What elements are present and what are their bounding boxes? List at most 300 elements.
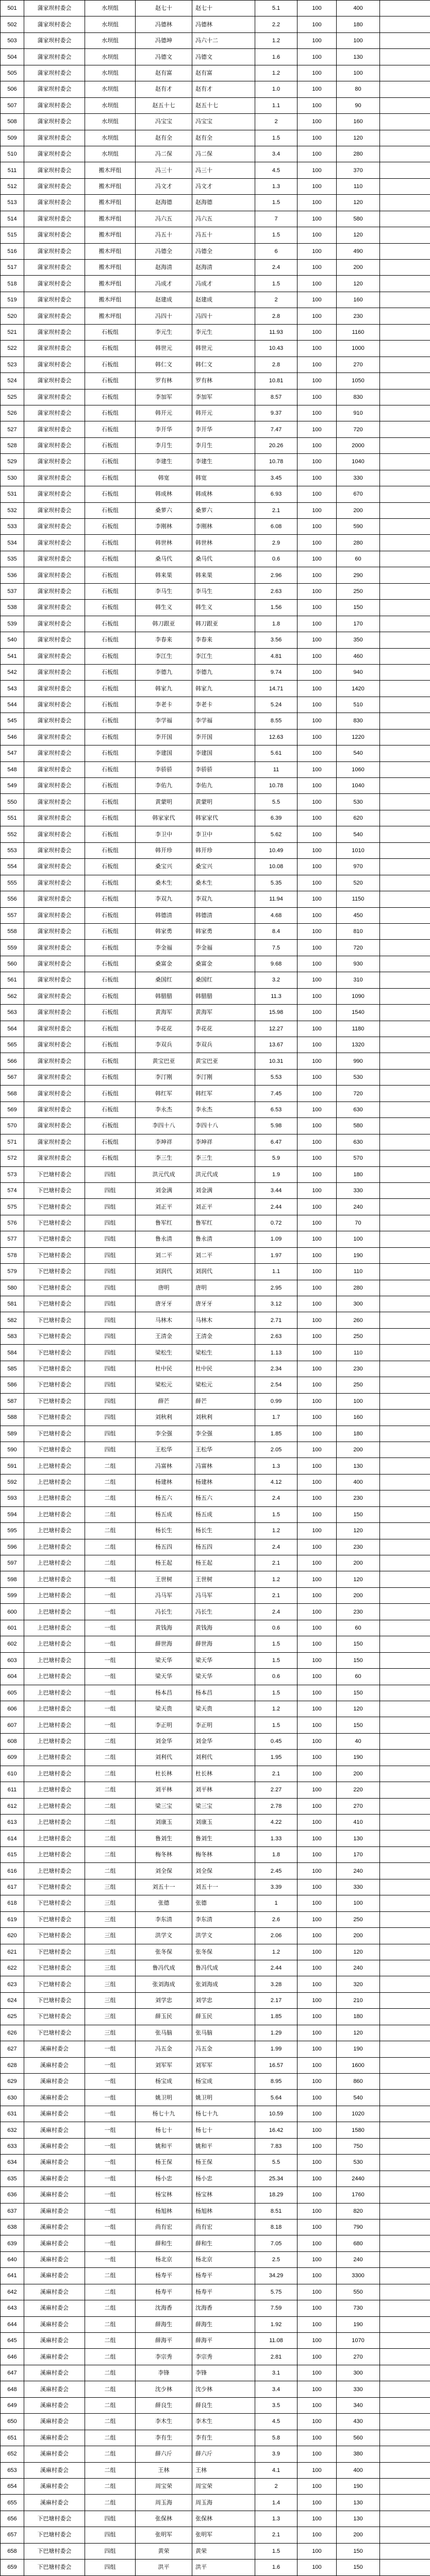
cell-index: 512: [1, 178, 24, 194]
cell-group: 水坝组: [85, 130, 136, 146]
cell-area: 0.6: [255, 1620, 297, 1636]
cell-householder: 梁松元: [136, 1377, 192, 1393]
cell-group: 二组: [85, 1458, 136, 1474]
cell-householder: 梁天贵: [136, 1701, 192, 1717]
cell-ratio: 100: [297, 2187, 337, 2203]
table-row: [1, 2187, 430, 2203]
cell-note: [380, 616, 430, 632]
cell-group: 石板组: [85, 470, 136, 486]
table-row: [1, 2397, 430, 2413]
cell-name: 梁天华: [192, 1669, 255, 1685]
cell-area: 15.98: [255, 1005, 297, 1021]
cell-group: 石板组: [85, 859, 136, 875]
cell-village: 蒲家坝村委会: [24, 227, 85, 243]
table-row: [1, 1490, 430, 1506]
cell-name: 李刚林: [192, 519, 255, 535]
cell-ratio: 100: [297, 1377, 337, 1393]
cell-group: 一组: [85, 1636, 136, 1652]
table-row: [1, 583, 430, 599]
cell-ratio: 100: [297, 502, 337, 518]
cell-name: 李宗秀: [192, 2349, 255, 2365]
cell-amount: 860: [337, 2074, 380, 2090]
cell-ratio: 100: [297, 794, 337, 810]
cell-area: 1.97: [255, 1247, 297, 1263]
cell-note: [380, 1231, 430, 1247]
cell-ratio: 100: [297, 2090, 337, 2106]
cell-note: [380, 859, 430, 875]
cell-index: 615: [1, 1846, 24, 1862]
cell-note: [380, 2365, 430, 2381]
cell-note: [380, 1895, 430, 1911]
cell-index: 653: [1, 2462, 24, 2478]
cell-ratio: 100: [297, 1685, 337, 1701]
cell-village: 蒲家坝村委会: [24, 114, 85, 130]
table-row: [1, 2495, 430, 2511]
cell-village: 蒲家坝村委会: [24, 324, 85, 340]
cell-name: 韩宽: [192, 470, 255, 486]
cell-index: 607: [1, 1717, 24, 1733]
cell-index: 640: [1, 2251, 24, 2267]
cell-note: [380, 2333, 430, 2349]
cell-group: 二组: [85, 1555, 136, 1571]
cell-amount: 830: [337, 713, 380, 729]
cell-name: 黄宝巴亚: [192, 1053, 255, 1069]
cell-village: 溪麻村委会: [24, 2430, 85, 2446]
cell-group: 二组: [85, 2495, 136, 2511]
cell-ratio: 100: [297, 97, 337, 113]
cell-ratio: 100: [297, 1652, 337, 1668]
cell-index: 560: [1, 956, 24, 972]
cell-amount: 530: [337, 1069, 380, 1085]
cell-amount: 630: [337, 1134, 380, 1150]
cell-area: 6.47: [255, 1134, 297, 1150]
cell-name: 罗有林: [192, 373, 255, 389]
table-row: [1, 2122, 430, 2138]
cell-amount: 1150: [337, 891, 380, 907]
cell-householder: 鲁刘生: [136, 1831, 192, 1846]
cell-group: 石板组: [85, 1134, 136, 1150]
cell-village: 下巴塘村委会: [24, 1264, 85, 1280]
cell-index: 600: [1, 1604, 24, 1620]
cell-ratio: 100: [297, 1490, 337, 1506]
cell-amount: 1070: [337, 2333, 380, 2349]
table-row: [1, 1636, 430, 1652]
cell-village: 下巴塘村委会: [24, 1328, 85, 1344]
cell-householder: 周宝荣: [136, 2478, 192, 2494]
cell-ratio: 100: [297, 1976, 337, 1992]
cell-village: 蒲家坝村委会: [24, 956, 85, 972]
cell-householder: 冯三十: [136, 162, 192, 178]
cell-amount: 200: [337, 1555, 380, 1571]
cell-note: [380, 1685, 430, 1701]
table-row: [1, 243, 430, 259]
cell-area: 2: [255, 114, 297, 130]
table-row: [1, 178, 430, 194]
cell-area: 11.08: [255, 2333, 297, 2349]
cell-village: 蒲家坝村委会: [24, 761, 85, 777]
cell-village: 上巴塘村委会: [24, 1458, 85, 1474]
table-row: [1, 1345, 430, 1361]
cell-ratio: 100: [297, 583, 337, 599]
cell-area: 1.2: [255, 1701, 297, 1717]
cell-name: 张明军: [192, 2527, 255, 2543]
cell-householder: 李宗秀: [136, 2349, 192, 2365]
cell-ratio: 100: [297, 1928, 337, 1944]
cell-householder: 李骄骄: [136, 761, 192, 777]
cell-ratio: 100: [297, 421, 337, 437]
cell-householder: 唐牙牙: [136, 1296, 192, 1312]
cell-group: 二组: [85, 2381, 136, 2397]
cell-area: 1.2: [255, 1944, 297, 1960]
cell-note: [380, 2430, 430, 2446]
cell-note: [380, 1021, 430, 1037]
cell-name: 冯德全: [192, 243, 255, 259]
cell-group: 石板组: [85, 745, 136, 761]
cell-name: 韩腊腊: [192, 988, 255, 1004]
cell-index: 563: [1, 1005, 24, 1021]
cell-note: [380, 1312, 430, 1328]
cell-index: 594: [1, 1506, 24, 1522]
cell-amount: 620: [337, 810, 380, 826]
cell-ratio: 100: [297, 1231, 337, 1247]
table-row: [1, 648, 430, 664]
cell-ratio: 100: [297, 405, 337, 421]
cell-area: 6.53: [255, 1101, 297, 1117]
cell-amount: 180: [337, 1426, 380, 1442]
cell-area: 10.49: [255, 842, 297, 858]
cell-name: 冯四十: [192, 308, 255, 324]
cell-area: 1.1: [255, 97, 297, 113]
table-row: [1, 1166, 430, 1182]
cell-village: 蒲家坝村委会: [24, 616, 85, 632]
cell-note: [380, 2397, 430, 2413]
cell-name: 韩生义: [192, 600, 255, 616]
cell-amount: 1600: [337, 2057, 380, 2073]
cell-area: 1.6: [255, 2560, 297, 2575]
cell-amount: 70: [337, 1215, 380, 1231]
cell-ratio: 100: [297, 2397, 337, 2413]
cell-ratio: 100: [297, 65, 337, 81]
cell-householder: 张马脑: [136, 2025, 192, 2041]
cell-note: [380, 243, 430, 259]
cell-name: 李木生: [192, 2414, 255, 2430]
table-row: [1, 1361, 430, 1377]
cell-group: 石板组: [85, 923, 136, 939]
cell-group: 四组: [85, 1215, 136, 1231]
cell-householder: 李木生: [136, 2414, 192, 2430]
cell-village: 蒲家坝村委会: [24, 940, 85, 956]
cell-index: 606: [1, 1701, 24, 1717]
cell-amount: 230: [337, 1361, 380, 1377]
cell-area: 2.8: [255, 308, 297, 324]
table-row: [1, 49, 430, 65]
cell-name: 李东清: [192, 1911, 255, 1927]
cell-area: 1.2: [255, 65, 297, 81]
cell-village: 下巴塘村委会: [24, 1215, 85, 1231]
cell-amount: 110: [337, 1264, 380, 1280]
cell-group: 搬木坪组: [85, 243, 136, 259]
cell-householder: 李双九: [136, 891, 192, 907]
cell-amount: 370: [337, 162, 380, 178]
cell-village: 下巴塘村委会: [24, 1879, 85, 1895]
cell-note: [380, 502, 430, 518]
cell-area: 5.75: [255, 2284, 297, 2300]
cell-note: [380, 1960, 430, 1976]
table-row: [1, 1782, 430, 1798]
cell-group: 三组: [85, 1879, 136, 1895]
cell-amount: 120: [337, 1701, 380, 1717]
cell-group: 三组: [85, 1992, 136, 2008]
cell-index: 655: [1, 2495, 24, 2511]
cell-area: 1.5: [255, 1636, 297, 1652]
cell-village: 下巴塘村委会: [24, 2025, 85, 2041]
cell-note: [380, 373, 430, 389]
cell-note: [380, 405, 430, 421]
cell-area: 2.34: [255, 1361, 297, 1377]
cell-village: 溪麻村委会: [24, 2316, 85, 2332]
cell-name: 尚有宏: [192, 2219, 255, 2235]
cell-area: 0.72: [255, 1215, 297, 1231]
cell-amount: 1580: [337, 2122, 380, 2138]
cell-amount: 280: [337, 1280, 380, 1296]
cell-householder: 杨本昌: [136, 1685, 192, 1701]
cell-name: 韩家家代: [192, 810, 255, 826]
cell-householder: 韩生义: [136, 600, 192, 616]
cell-amount: 720: [337, 940, 380, 956]
cell-householder: 刘正平: [136, 1199, 192, 1215]
cell-name: 李春来: [192, 632, 255, 648]
cell-village: 蒲家坝村委会: [24, 1118, 85, 1134]
cell-householder: 马林木: [136, 1312, 192, 1328]
table-row: [1, 875, 430, 891]
cell-index: 573: [1, 1166, 24, 1182]
cell-amount: 200: [337, 1766, 380, 1782]
cell-note: [380, 2235, 430, 2251]
cell-note: [380, 1652, 430, 1668]
cell-index: 529: [1, 454, 24, 470]
cell-village: 蒲家坝村委会: [24, 859, 85, 875]
cell-area: 5.61: [255, 745, 297, 761]
cell-index: 609: [1, 1750, 24, 1766]
cell-group: 石板组: [85, 1069, 136, 1085]
cell-village: 溪麻村委会: [24, 2333, 85, 2349]
cell-village: 上巴塘村委会: [24, 1490, 85, 1506]
cell-group: 四组: [85, 1377, 136, 1393]
cell-name: 王世树: [192, 1571, 255, 1587]
cell-village: 上巴塘村委会: [24, 1636, 85, 1652]
cell-householder: 梁三宝: [136, 1798, 192, 1814]
cell-village: 蒲家坝村委会: [24, 357, 85, 372]
cell-householder: 刘康玉: [136, 1815, 192, 1831]
cell-index: 522: [1, 341, 24, 357]
cell-area: 1.3: [255, 178, 297, 194]
cell-note: [380, 1539, 430, 1555]
cell-amount: 120: [337, 276, 380, 292]
cell-area: 2: [255, 2478, 297, 2494]
cell-index: 538: [1, 600, 24, 616]
cell-amount: 120: [337, 130, 380, 146]
cell-amount: 240: [337, 1960, 380, 1976]
table-row: [1, 681, 430, 697]
cell-note: [380, 195, 430, 211]
table-row: [1, 2057, 430, 2073]
cell-index: 592: [1, 1474, 24, 1490]
cell-note: [380, 2171, 430, 2187]
cell-amount: 190: [337, 2316, 380, 2332]
cell-note: [380, 988, 430, 1004]
cell-group: 二组: [85, 1815, 136, 1831]
cell-name: 冯长生: [192, 1604, 255, 1620]
cell-group: 二组: [85, 2333, 136, 2349]
table-row: [1, 1863, 430, 1879]
cell-group: 二组: [85, 2365, 136, 2381]
cell-name: 杨宝林: [192, 2187, 255, 2203]
cell-ratio: 100: [297, 130, 337, 146]
cell-village: 蒲家坝村委会: [24, 567, 85, 583]
cell-village: 下巴塘村委会: [24, 1231, 85, 1247]
cell-village: 溪麻村委会: [24, 2235, 85, 2251]
cell-note: [380, 1101, 430, 1117]
cell-name: 杨宝成: [192, 2074, 255, 2090]
cell-area: 16.57: [255, 2057, 297, 2073]
table-row: [1, 632, 430, 648]
cell-group: 石板组: [85, 988, 136, 1004]
cell-note: [380, 1766, 430, 1782]
cell-index: 628: [1, 2057, 24, 2073]
cell-ratio: 100: [297, 1555, 337, 1571]
cell-ratio: 100: [297, 1361, 337, 1377]
cell-name: 冯宝宝: [192, 114, 255, 130]
table-row: [1, 778, 430, 794]
cell-village: 蒲家坝村委会: [24, 648, 85, 664]
table-row: [1, 1312, 430, 1328]
cell-village: 蒲家坝村委会: [24, 1150, 85, 1166]
cell-ratio: 100: [297, 2333, 337, 2349]
cell-area: 1.5: [255, 130, 297, 146]
cell-area: 1.33: [255, 1831, 297, 1846]
cell-name: 王林: [192, 2462, 255, 2478]
cell-name: 韩成林: [192, 486, 255, 502]
cell-note: [380, 2268, 430, 2284]
cell-householder: 杨王保: [136, 2155, 192, 2171]
cell-note: [380, 1345, 430, 1361]
cell-householder: 赵七十: [136, 1, 192, 16]
cell-group: 二组: [85, 1782, 136, 1798]
cell-ratio: 100: [297, 2527, 337, 2543]
cell-name: 李马生: [192, 583, 255, 599]
cell-amount: 720: [337, 421, 380, 437]
cell-index: 651: [1, 2430, 24, 2446]
cell-village: 蒲家坝村委会: [24, 1086, 85, 1101]
cell-index: 519: [1, 292, 24, 308]
cell-village: 下巴塘村委会: [24, 1182, 85, 1198]
cell-area: 0.99: [255, 1393, 297, 1409]
cell-name: 李三生: [192, 1150, 255, 1166]
cell-amount: 200: [337, 1928, 380, 1944]
table-row: [1, 1377, 430, 1393]
cell-index: 612: [1, 1798, 24, 1814]
table-row: [1, 616, 430, 632]
cell-amount: 1060: [337, 761, 380, 777]
cell-ratio: 100: [297, 178, 337, 194]
table-row: [1, 437, 430, 453]
cell-group: 石板组: [85, 697, 136, 713]
cell-note: [380, 1523, 430, 1539]
cell-amount: 720: [337, 1086, 380, 1101]
cell-ratio: 100: [297, 1410, 337, 1426]
cell-householder: 李月生: [136, 437, 192, 453]
table-row: [1, 2138, 430, 2154]
table-row: [1, 1118, 430, 1134]
cell-amount: 560: [337, 2430, 380, 2446]
cell-area: 6.93: [255, 486, 297, 502]
cell-name: 冯文才: [192, 178, 255, 194]
cell-name: 李花花: [192, 1021, 255, 1037]
cell-village: 蒲家坝村委会: [24, 1134, 85, 1150]
cell-group: 一组: [85, 1701, 136, 1717]
cell-note: [380, 2511, 430, 2527]
cell-householder: 刘润代: [136, 1264, 192, 1280]
cell-area: 2.06: [255, 1928, 297, 1944]
cell-index: 509: [1, 130, 24, 146]
cell-village: 下巴塘村委会: [24, 1976, 85, 1992]
cell-village: 下巴塘村委会: [24, 1377, 85, 1393]
cell-householder: 黄钱海: [136, 1620, 192, 1636]
cell-group: 石板组: [85, 907, 136, 923]
cell-name: 赵海德: [192, 195, 255, 211]
cell-ratio: 100: [297, 2041, 337, 2057]
cell-village: 下巴塘村委会: [24, 1166, 85, 1182]
cell-group: 二组: [85, 1766, 136, 1782]
cell-note: [380, 1182, 430, 1198]
cell-name: 韩德清: [192, 907, 255, 923]
cell-name: 杨王起: [192, 1555, 255, 1571]
cell-name: 薛芒: [192, 1393, 255, 1409]
cell-village: 蒲家坝村委会: [24, 65, 85, 81]
cell-note: [380, 16, 430, 32]
cell-ratio: 100: [297, 1815, 337, 1831]
cell-village: 溪麻村委会: [24, 2219, 85, 2235]
table-row: [1, 923, 430, 939]
cell-index: 544: [1, 697, 24, 713]
cell-householder: 杨长生: [136, 1523, 192, 1539]
cell-householder: 韩开珍: [136, 842, 192, 858]
cell-ratio: 100: [297, 1150, 337, 1166]
cell-village: 蒲家坝村委会: [24, 49, 85, 65]
cell-village: 蒲家坝村委会: [24, 437, 85, 453]
cell-householder: 韩仁文: [136, 357, 192, 372]
cell-area: 3.4: [255, 146, 297, 162]
cell-amount: 130: [337, 49, 380, 65]
cell-village: 溪麻村委会: [24, 2138, 85, 2154]
cell-name: 杨寿平: [192, 2268, 255, 2284]
cell-group: 二组: [85, 2397, 136, 2413]
cell-name: 韩世元: [192, 341, 255, 357]
cell-name: 李建国: [192, 745, 255, 761]
cell-area: 7.45: [255, 1086, 297, 1101]
table-row: [1, 195, 430, 211]
cell-ratio: 100: [297, 1506, 337, 1522]
table-row: [1, 1021, 430, 1037]
cell-amount: 210: [337, 1992, 380, 2008]
cell-amount: 150: [337, 2543, 380, 2559]
cell-village: 蒲家坝村委会: [24, 681, 85, 697]
cell-group: 搬木坪组: [85, 260, 136, 276]
cell-village: 溪麻村委会: [24, 2041, 85, 2057]
cell-amount: 230: [337, 1539, 380, 1555]
cell-ratio: 100: [297, 988, 337, 1004]
cell-name: 张刘海成: [192, 1976, 255, 1992]
